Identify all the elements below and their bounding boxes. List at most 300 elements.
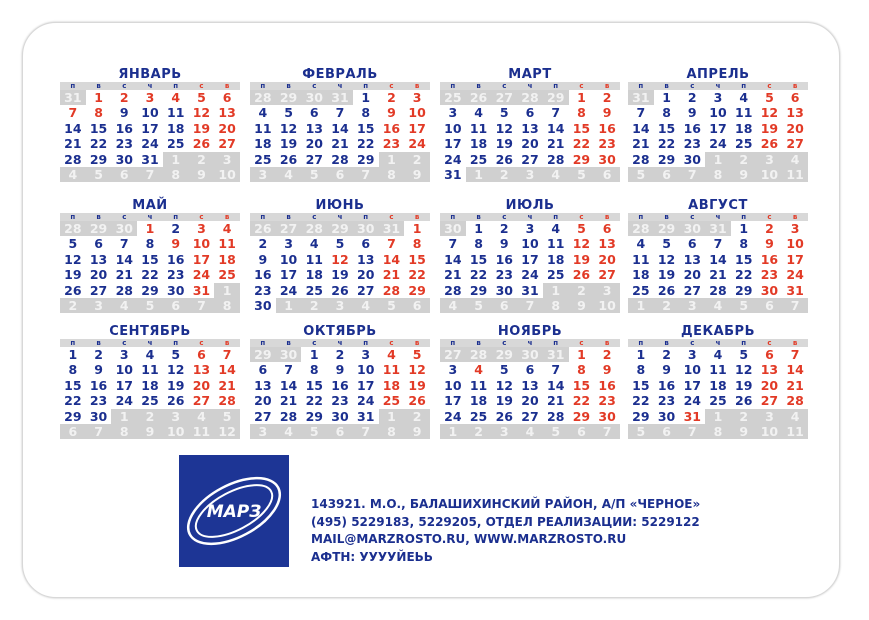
day-cell: 27 — [353, 283, 379, 298]
weekday-header: с — [111, 339, 137, 347]
day-cell: 12 — [654, 252, 680, 267]
day-cell: 17 — [782, 252, 808, 267]
day-cell: 10 — [137, 105, 163, 120]
day-cell: 2 — [757, 221, 783, 236]
adjacent-day-cell: 28 — [250, 90, 276, 105]
weekday-header: в — [466, 213, 492, 221]
day-cell: 25 — [250, 152, 276, 167]
day-cell: 18 — [379, 378, 405, 393]
day-cell: 25 — [705, 393, 731, 408]
adjacent-day-cell: 6 — [60, 424, 86, 439]
weekday-header: п — [353, 82, 379, 90]
day-cell: 5 — [189, 90, 215, 105]
day-cell: 31 — [353, 409, 379, 424]
day-cell: 21 — [705, 267, 731, 282]
adjacent-day-cell: 1 — [276, 298, 302, 313]
weekday-header: с — [111, 213, 137, 221]
day-cell: 12 — [60, 252, 86, 267]
day-cell: 22 — [654, 136, 680, 151]
day-cell: 24 — [189, 267, 215, 282]
day-cell: 31 — [517, 283, 543, 298]
day-cell: 2 — [594, 90, 620, 105]
adjacent-day-cell: 11 — [782, 424, 808, 439]
day-cell: 24 — [517, 267, 543, 282]
day-cell: 19 — [60, 267, 86, 282]
day-cell: 4 — [301, 236, 327, 251]
day-cell: 14 — [543, 121, 569, 136]
day-cell: 22 — [404, 267, 430, 282]
adjacent-day-cell: 5 — [731, 298, 757, 313]
day-cell: 13 — [594, 236, 620, 251]
day-cell: 20 — [86, 267, 112, 282]
weekday-header: с — [569, 213, 595, 221]
adjacent-day-cell: 7 — [353, 167, 379, 182]
adjacent-day-cell: 7 — [679, 167, 705, 182]
adjacent-day-cell: 8 — [379, 424, 405, 439]
day-cell: 14 — [214, 362, 240, 377]
day-cell: 25 — [214, 267, 240, 282]
day-cell: 25 — [301, 283, 327, 298]
adjacent-day-cell: 1 — [628, 298, 654, 313]
weekday-header: в — [782, 339, 808, 347]
day-cell: 22 — [466, 267, 492, 282]
day-cell: 18 — [250, 136, 276, 151]
weekday-header: в — [404, 339, 430, 347]
weekday-header: п — [543, 82, 569, 90]
weekday-header: п — [250, 339, 276, 347]
adjacent-day-cell: 3 — [594, 283, 620, 298]
day-cell: 19 — [654, 267, 680, 282]
day-cell: 19 — [163, 378, 189, 393]
adjacent-day-cell: 5 — [466, 298, 492, 313]
day-cell: 9 — [327, 362, 353, 377]
day-cell: 15 — [569, 121, 595, 136]
adjacent-day-cell: 4 — [189, 409, 215, 424]
day-cell: 9 — [679, 105, 705, 120]
weekday-header: ч — [517, 213, 543, 221]
adjacent-day-cell: 5 — [628, 424, 654, 439]
adjacent-day-cell: 6 — [654, 167, 680, 182]
day-cell: 10 — [705, 105, 731, 120]
day-cell: 16 — [594, 378, 620, 393]
month-title: АВГУСТ — [688, 198, 748, 213]
day-cell: 4 — [379, 347, 405, 362]
weekday-header: в — [594, 213, 620, 221]
day-cell: 16 — [654, 378, 680, 393]
adjacent-day-cell: 12 — [214, 424, 240, 439]
month-3 — [440, 67, 620, 182]
month-days-grid — [628, 82, 808, 182]
day-cell: 27 — [782, 136, 808, 151]
day-cell: 21 — [111, 267, 137, 282]
day-cell: 10 — [782, 236, 808, 251]
day-cell: 24 — [440, 409, 466, 424]
weekday-header: в — [276, 82, 302, 90]
day-cell: 26 — [276, 152, 302, 167]
adjacent-day-cell: 30 — [440, 221, 466, 236]
adjacent-day-cell: 8 — [163, 167, 189, 182]
day-cell: 15 — [404, 252, 430, 267]
weekday-header: с — [679, 213, 705, 221]
adjacent-day-cell: 9 — [569, 298, 595, 313]
day-cell: 8 — [569, 105, 595, 120]
weekday-header: п — [353, 213, 379, 221]
day-cell: 23 — [679, 136, 705, 151]
adjacent-day-cell: 1 — [111, 409, 137, 424]
month-title: СЕНТЯБРЬ — [109, 324, 191, 339]
weekday-header: в — [466, 339, 492, 347]
adjacent-day-cell: 6 — [569, 424, 595, 439]
weekday-header: с — [491, 213, 517, 221]
day-cell: 17 — [111, 378, 137, 393]
day-cell: 15 — [654, 121, 680, 136]
day-cell: 2 — [111, 90, 137, 105]
day-cell: 25 — [466, 409, 492, 424]
day-cell: 15 — [137, 252, 163, 267]
day-cell: 29 — [569, 152, 595, 167]
weekday-header: п — [250, 82, 276, 90]
weekday-header: ч — [137, 213, 163, 221]
day-cell: 7 — [782, 347, 808, 362]
adjacent-day-cell: 27 — [276, 221, 302, 236]
day-cell: 7 — [440, 236, 466, 251]
day-cell: 8 — [86, 105, 112, 120]
day-cell: 14 — [705, 252, 731, 267]
day-cell: 29 — [569, 409, 595, 424]
day-cell: 11 — [466, 121, 492, 136]
adjacent-day-cell: 3 — [757, 409, 783, 424]
day-cell: 30 — [594, 409, 620, 424]
day-cell: 27 — [757, 393, 783, 408]
day-cell: 11 — [466, 378, 492, 393]
day-cell: 19 — [189, 121, 215, 136]
adjacent-day-cell: 31 — [543, 347, 569, 362]
day-cell: 3 — [782, 221, 808, 236]
adjacent-day-cell: 28 — [517, 90, 543, 105]
day-cell: 7 — [628, 105, 654, 120]
weekday-header: с — [679, 339, 705, 347]
day-cell: 25 — [379, 393, 405, 408]
day-cell: 7 — [543, 362, 569, 377]
weekday-header: п — [440, 213, 466, 221]
adjacent-day-cell: 29 — [654, 221, 680, 236]
adjacent-day-cell: 5 — [214, 409, 240, 424]
day-cell: 5 — [163, 347, 189, 362]
day-cell: 22 — [301, 393, 327, 408]
day-cell: 7 — [60, 105, 86, 120]
day-cell: 31 — [137, 152, 163, 167]
day-cell: 18 — [466, 136, 492, 151]
adjacent-day-cell: 7 — [86, 424, 112, 439]
day-cell: 30 — [250, 298, 276, 313]
day-cell: 16 — [250, 267, 276, 282]
day-cell: 13 — [214, 105, 240, 120]
day-cell: 18 — [731, 121, 757, 136]
marz-logo — [179, 455, 289, 567]
day-cell: 29 — [404, 283, 430, 298]
day-cell: 11 — [214, 236, 240, 251]
day-cell: 15 — [86, 121, 112, 136]
adjacent-day-cell: 9 — [404, 424, 430, 439]
adjacent-day-cell: 1 — [379, 152, 405, 167]
weekday-header: с — [301, 213, 327, 221]
adjacent-day-cell: 29 — [86, 221, 112, 236]
day-cell: 12 — [404, 362, 430, 377]
day-cell: 24 — [353, 393, 379, 408]
day-cell: 15 — [731, 252, 757, 267]
weekday-header: в — [214, 339, 240, 347]
weekday-header: в — [782, 82, 808, 90]
day-cell: 26 — [189, 136, 215, 151]
day-cell: 8 — [731, 236, 757, 251]
adjacent-day-cell: 26 — [466, 90, 492, 105]
day-cell: 8 — [60, 362, 86, 377]
month-title: МАРТ — [508, 67, 552, 82]
weekday-header: в — [654, 339, 680, 347]
month-days-grid — [250, 213, 430, 313]
day-cell: 1 — [60, 347, 86, 362]
day-cell: 28 — [60, 152, 86, 167]
day-cell: 21 — [782, 378, 808, 393]
weekday-header: в — [782, 213, 808, 221]
day-cell: 23 — [757, 267, 783, 282]
day-cell: 29 — [60, 409, 86, 424]
day-cell: 21 — [276, 393, 302, 408]
day-cell: 28 — [782, 393, 808, 408]
weekday-header: с — [679, 82, 705, 90]
day-cell: 22 — [569, 393, 595, 408]
day-cell: 5 — [654, 236, 680, 251]
adjacent-day-cell: 1 — [705, 409, 731, 424]
day-cell: 9 — [379, 105, 405, 120]
day-cell: 3 — [517, 221, 543, 236]
adjacent-day-cell: 9 — [731, 167, 757, 182]
adjacent-day-cell: 8 — [705, 167, 731, 182]
day-cell: 24 — [404, 136, 430, 151]
day-cell: 21 — [214, 378, 240, 393]
day-cell: 5 — [491, 105, 517, 120]
adjacent-day-cell: 3 — [327, 298, 353, 313]
weekday-header: с — [757, 213, 783, 221]
day-cell: 26 — [491, 152, 517, 167]
day-cell: 10 — [189, 236, 215, 251]
day-cell: 1 — [466, 221, 492, 236]
weekday-header: с — [111, 82, 137, 90]
month-title: АПРЕЛЬ — [686, 67, 750, 82]
day-cell: 7 — [276, 362, 302, 377]
day-cell: 19 — [404, 378, 430, 393]
day-cell: 13 — [189, 362, 215, 377]
day-cell: 28 — [111, 283, 137, 298]
day-cell: 15 — [628, 378, 654, 393]
adjacent-day-cell: 28 — [60, 221, 86, 236]
month-12 — [628, 324, 808, 439]
adjacent-day-cell: 2 — [569, 283, 595, 298]
day-cell: 4 — [214, 221, 240, 236]
adjacent-day-cell: 30 — [517, 347, 543, 362]
weekday-header: с — [379, 339, 405, 347]
day-cell: 8 — [301, 362, 327, 377]
adjacent-day-cell: 30 — [679, 221, 705, 236]
day-cell: 11 — [137, 362, 163, 377]
adjacent-day-cell: 28 — [466, 347, 492, 362]
adjacent-day-cell: 4 — [705, 298, 731, 313]
adjacent-day-cell: 5 — [543, 424, 569, 439]
day-cell: 18 — [214, 252, 240, 267]
day-cell: 5 — [276, 105, 302, 120]
day-cell: 6 — [757, 347, 783, 362]
day-cell: 10 — [353, 362, 379, 377]
day-cell: 9 — [594, 362, 620, 377]
day-cell: 2 — [163, 221, 189, 236]
weekday-header: п — [250, 213, 276, 221]
day-cell: 20 — [250, 393, 276, 408]
adjacent-day-cell: 6 — [757, 298, 783, 313]
day-cell: 17 — [679, 378, 705, 393]
adjacent-day-cell: 7 — [137, 167, 163, 182]
adjacent-day-cell: 30 — [301, 90, 327, 105]
day-cell: 26 — [491, 409, 517, 424]
adjacent-day-cell: 28 — [301, 221, 327, 236]
adjacent-day-cell: 3 — [491, 424, 517, 439]
day-cell: 7 — [705, 236, 731, 251]
day-cell: 1 — [569, 90, 595, 105]
adjacent-day-cell: 4 — [517, 424, 543, 439]
day-cell: 9 — [163, 236, 189, 251]
day-cell: 3 — [137, 90, 163, 105]
day-cell: 4 — [543, 221, 569, 236]
day-cell: 13 — [353, 252, 379, 267]
day-cell: 10 — [276, 252, 302, 267]
day-cell: 25 — [466, 152, 492, 167]
day-cell: 6 — [86, 236, 112, 251]
day-cell: 21 — [440, 267, 466, 282]
day-cell: 29 — [654, 152, 680, 167]
adjacent-day-cell: 5 — [86, 167, 112, 182]
day-cell: 21 — [543, 136, 569, 151]
day-cell: 1 — [731, 221, 757, 236]
day-cell: 8 — [466, 236, 492, 251]
day-cell: 11 — [301, 252, 327, 267]
weekday-header: в — [404, 82, 430, 90]
adjacent-day-cell: 7 — [353, 424, 379, 439]
day-cell: 30 — [654, 409, 680, 424]
adjacent-day-cell: 29 — [276, 90, 302, 105]
weekday-header: с — [757, 82, 783, 90]
weekday-header: п — [163, 213, 189, 221]
day-cell: 12 — [757, 105, 783, 120]
day-cell: 16 — [327, 378, 353, 393]
day-cell: 20 — [353, 267, 379, 282]
day-cell: 5 — [404, 347, 430, 362]
adjacent-day-cell: 2 — [404, 152, 430, 167]
adjacent-day-cell: 7 — [517, 298, 543, 313]
adjacent-day-cell: 6 — [163, 298, 189, 313]
day-cell: 11 — [163, 105, 189, 120]
day-cell: 1 — [137, 221, 163, 236]
adjacent-day-cell: 9 — [137, 424, 163, 439]
adjacent-day-cell: 9 — [731, 424, 757, 439]
day-cell: 4 — [705, 347, 731, 362]
weekday-header: ч — [137, 82, 163, 90]
day-cell: 26 — [404, 393, 430, 408]
adjacent-day-cell: 2 — [731, 409, 757, 424]
adjacent-day-cell: 28 — [628, 221, 654, 236]
adjacent-day-cell: 6 — [491, 298, 517, 313]
day-cell: 15 — [353, 121, 379, 136]
day-cell: 6 — [517, 362, 543, 377]
adjacent-day-cell: 10 — [214, 167, 240, 182]
day-cell: 2 — [679, 90, 705, 105]
adjacent-day-cell: 27 — [440, 347, 466, 362]
adjacent-day-cell: 2 — [301, 298, 327, 313]
adjacent-day-cell: 11 — [782, 167, 808, 182]
weekday-header: ч — [705, 339, 731, 347]
weekday-header: в — [86, 213, 112, 221]
adjacent-day-cell: 31 — [60, 90, 86, 105]
day-cell: 21 — [543, 393, 569, 408]
day-cell: 1 — [301, 347, 327, 362]
weekday-header: ч — [517, 339, 543, 347]
day-cell: 18 — [163, 121, 189, 136]
month-title: ИЮЛЬ — [505, 198, 555, 213]
day-cell: 8 — [628, 362, 654, 377]
adjacent-day-cell: 4 — [276, 424, 302, 439]
adjacent-day-cell: 3 — [214, 152, 240, 167]
day-cell: 30 — [757, 283, 783, 298]
day-cell: 17 — [276, 267, 302, 282]
day-cell: 7 — [543, 105, 569, 120]
day-cell: 14 — [111, 252, 137, 267]
day-cell: 7 — [111, 236, 137, 251]
day-cell: 21 — [628, 136, 654, 151]
day-cell: 9 — [491, 236, 517, 251]
adjacent-day-cell: 29 — [327, 221, 353, 236]
day-cell: 27 — [214, 136, 240, 151]
day-cell: 23 — [163, 267, 189, 282]
day-cell: 20 — [782, 121, 808, 136]
day-cell: 16 — [379, 121, 405, 136]
day-cell: 11 — [628, 252, 654, 267]
day-cell: 1 — [569, 347, 595, 362]
adjacent-day-cell: 4 — [782, 409, 808, 424]
day-cell: 30 — [111, 152, 137, 167]
adjacent-day-cell: 10 — [757, 424, 783, 439]
day-cell: 13 — [757, 362, 783, 377]
adjacent-day-cell: 6 — [327, 424, 353, 439]
day-cell: 17 — [137, 121, 163, 136]
day-cell: 23 — [250, 283, 276, 298]
day-cell: 13 — [250, 378, 276, 393]
day-cell: 23 — [327, 393, 353, 408]
adjacent-day-cell: 6 — [404, 298, 430, 313]
day-cell: 1 — [353, 90, 379, 105]
day-cell: 11 — [731, 105, 757, 120]
adjacent-day-cell: 8 — [379, 167, 405, 182]
adjacent-day-cell: 10 — [594, 298, 620, 313]
weekday-header: п — [628, 82, 654, 90]
adjacent-day-cell: 9 — [189, 167, 215, 182]
day-cell: 27 — [301, 152, 327, 167]
day-cell: 5 — [731, 347, 757, 362]
day-cell: 9 — [757, 236, 783, 251]
day-cell: 31 — [189, 283, 215, 298]
day-cell: 13 — [86, 252, 112, 267]
weekday-header: с — [301, 82, 327, 90]
weekday-header: в — [214, 82, 240, 90]
day-cell: 18 — [705, 378, 731, 393]
day-cell: 16 — [594, 121, 620, 136]
